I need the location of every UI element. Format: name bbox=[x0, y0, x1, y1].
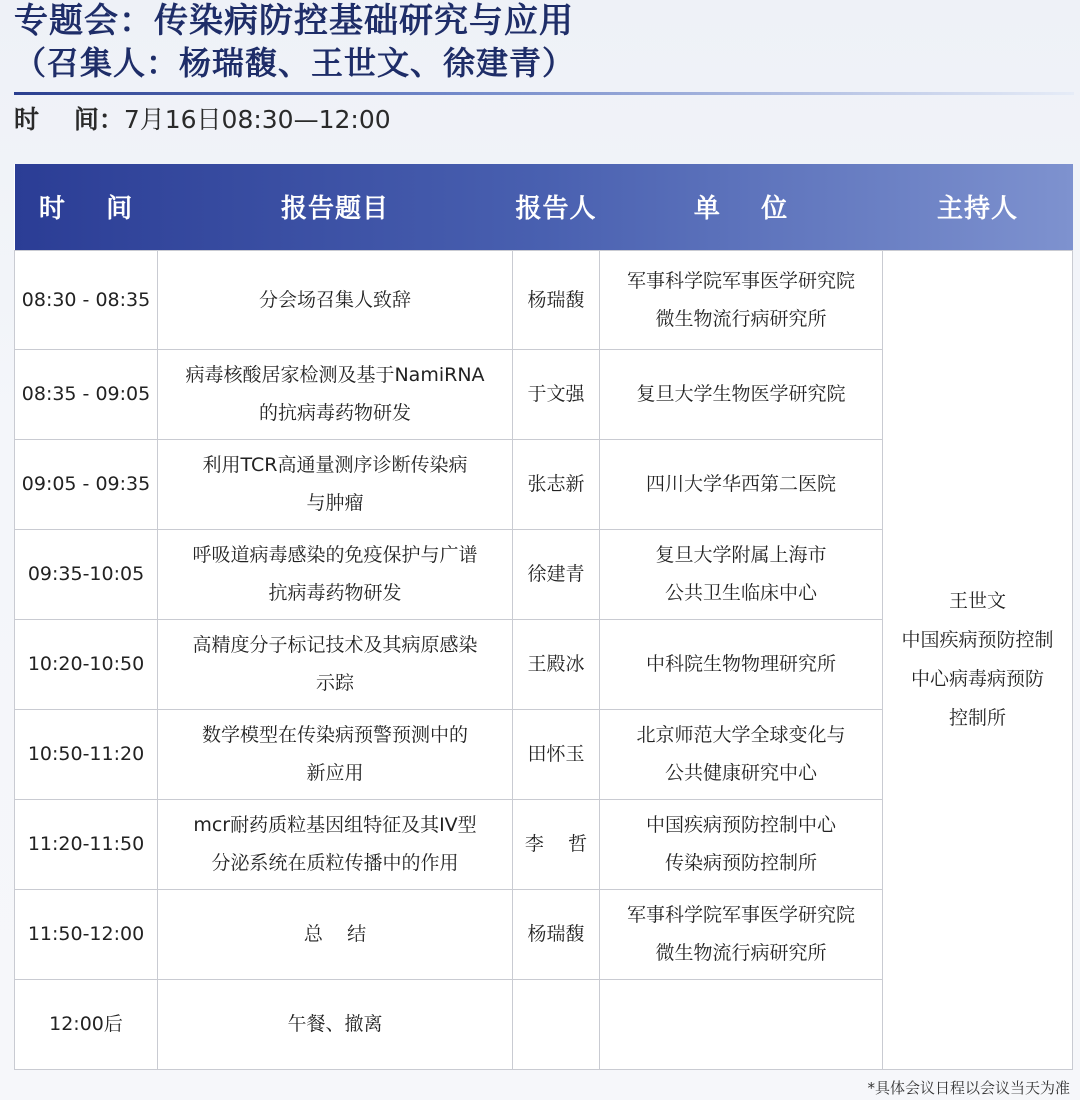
session-time-value: 7月16日08:30—12:00 bbox=[123, 105, 391, 134]
cell-topic bbox=[158, 979, 513, 1069]
unit-line: 军事科学院军事医学研究院 bbox=[626, 269, 855, 292]
cell-unit bbox=[600, 709, 883, 799]
cell-unit bbox=[600, 529, 883, 619]
cell-speaker: 徐建青 bbox=[513, 529, 600, 619]
column-header-host: 主持人 bbox=[936, 194, 1018, 225]
session-time-label: 时 间： bbox=[14, 105, 124, 134]
cell-speaker: 杨瑞馥 bbox=[513, 250, 600, 349]
topic-line: 新应用 bbox=[306, 762, 364, 784]
topic-line: 分泌系统在质粒传播中的作用 bbox=[211, 852, 459, 874]
cell-topic bbox=[158, 799, 513, 889]
topic-line: 午餐、撤离 bbox=[287, 1013, 383, 1035]
unit-line: 军事科学院军事医学研究院 bbox=[626, 904, 855, 926]
cell-speaker: 王殿冰 bbox=[513, 619, 600, 709]
cell-speaker: 于文强 bbox=[513, 349, 600, 439]
header-divider bbox=[14, 92, 1074, 95]
topic-line: 数学模型在传染病预警预测中的 bbox=[201, 724, 468, 746]
unit-line: 四川大学华西第二医院 bbox=[645, 473, 836, 495]
cell-unit bbox=[600, 799, 883, 889]
unit-line: 公共卫生临床中心 bbox=[664, 582, 817, 604]
column-header-time: 时 间 bbox=[38, 194, 134, 225]
topic-line: 高精度分子标记技术及其病原感染 bbox=[192, 634, 478, 656]
topic-line: 示踪 bbox=[315, 672, 354, 694]
cell-time: 10:20-10:50 bbox=[15, 619, 158, 709]
cell-topic bbox=[158, 709, 513, 799]
topic-line: 的抗病毒药物研发 bbox=[258, 402, 411, 424]
conveners-subtitle: （召集人：杨瑞馥、王世文、徐建青） bbox=[14, 44, 576, 82]
topic-line: 与肿瘤 bbox=[306, 492, 364, 514]
unit-line: 传染病预防控制所 bbox=[664, 852, 817, 874]
cell-topic bbox=[158, 349, 513, 439]
page-title: 专题会：传染病防控基础研究与应用 bbox=[14, 1, 574, 41]
cell-unit bbox=[600, 979, 883, 1069]
cell-topic bbox=[158, 619, 513, 709]
cell-time: 09:05 - 09:35 bbox=[15, 439, 158, 529]
cell-unit bbox=[600, 619, 883, 709]
footnote: *具体会议日程以会议当天为准 bbox=[867, 1079, 1070, 1097]
cell-topic bbox=[158, 250, 513, 349]
cell-host bbox=[883, 250, 1073, 1069]
cell-speaker: 杨瑞馥 bbox=[513, 889, 600, 979]
cell-unit bbox=[600, 349, 883, 439]
host-line: 中心病毒病预防 bbox=[910, 667, 1044, 690]
cell-unit bbox=[600, 439, 883, 529]
cell-time: 09:35-10:05 bbox=[15, 529, 158, 619]
cell-topic bbox=[158, 529, 513, 619]
topic-line: 抗病毒药物研发 bbox=[268, 582, 402, 604]
unit-line: 微生物流行病研究所 bbox=[655, 307, 827, 330]
unit-line: 北京师范大学全球变化与 bbox=[636, 724, 846, 746]
table-row bbox=[15, 250, 1073, 349]
unit-line: 中国疾病预防控制中心 bbox=[645, 814, 836, 836]
host-line: 王世文 bbox=[948, 589, 1006, 612]
table-header-row bbox=[15, 164, 1073, 250]
cell-speaker: 李 哲 bbox=[513, 799, 600, 889]
unit-line: 微生物流行病研究所 bbox=[655, 942, 827, 964]
unit-line: 复旦大学生物医学研究院 bbox=[636, 383, 846, 405]
topic-line: 分会场召集人致辞 bbox=[258, 288, 411, 311]
cell-time: 11:50-12:00 bbox=[15, 889, 158, 979]
cell-speaker: 田怀玉 bbox=[513, 709, 600, 799]
column-header-speaker: 报告人 bbox=[515, 194, 597, 225]
unit-line: 复旦大学附属上海市 bbox=[655, 544, 827, 566]
host-line: 控制所 bbox=[948, 706, 1006, 729]
cell-unit bbox=[600, 250, 883, 349]
topic-line: 总 结 bbox=[303, 923, 367, 945]
unit-line: 中科院生物物理研究所 bbox=[645, 653, 836, 675]
host-line: 中国疾病预防控制 bbox=[901, 628, 1054, 651]
cell-time: 10:50-11:20 bbox=[15, 709, 158, 799]
topic-line: mcr耐药质粒基因组特征及其IV型 bbox=[193, 814, 477, 836]
cell-speaker: 张志新 bbox=[513, 439, 600, 529]
schedule-body bbox=[15, 250, 1073, 1069]
column-header-topic: 报告题目 bbox=[280, 194, 389, 225]
topic-line: 利用TCR高通量测序诊断传染病 bbox=[202, 454, 468, 476]
cell-time: 12:00后 bbox=[15, 979, 158, 1069]
session-time bbox=[14, 103, 391, 137]
cell-speaker bbox=[513, 979, 600, 1069]
topic-line: 呼吸道病毒感染的免疫保护与广谱 bbox=[192, 544, 478, 566]
column-header-unit: 单 位 bbox=[693, 194, 789, 225]
cell-topic bbox=[158, 439, 513, 529]
unit-line: 公共健康研究中心 bbox=[664, 762, 817, 784]
cell-time: 08:35 - 09:05 bbox=[15, 349, 158, 439]
cell-topic bbox=[158, 889, 513, 979]
cell-unit bbox=[600, 889, 883, 979]
schedule-table bbox=[14, 164, 1073, 1070]
cell-time: 08:30 - 08:35 bbox=[15, 250, 158, 349]
topic-line: 病毒核酸居家检测及基于NamiRNA bbox=[185, 364, 485, 386]
cell-time: 11:20-11:50 bbox=[15, 799, 158, 889]
